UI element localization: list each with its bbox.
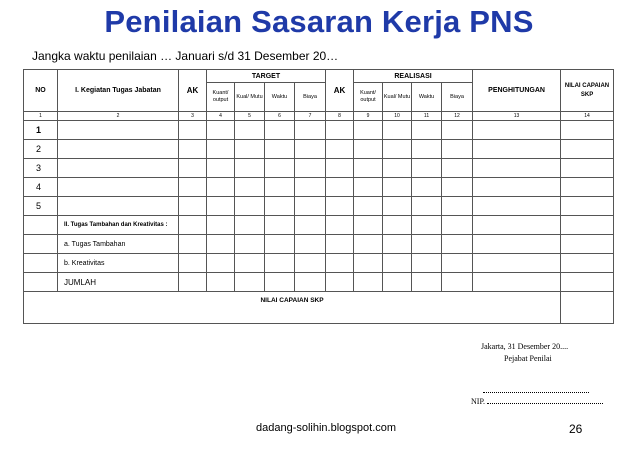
table-cell xyxy=(235,178,265,197)
header-target: TARGET xyxy=(207,70,326,83)
signature-role: Pejabat Penilai xyxy=(504,354,552,363)
table-cell xyxy=(473,197,561,216)
table-cell xyxy=(412,159,442,178)
row-number: 5 xyxy=(24,197,58,216)
table-cell xyxy=(561,140,614,159)
table-cell xyxy=(265,178,295,197)
table-cell xyxy=(383,140,412,159)
header-penghitungan: PENGHITUNGAN xyxy=(473,70,561,112)
table-cell xyxy=(412,121,442,140)
header-realisasi: REALISASI xyxy=(354,70,473,83)
header-ak: AK xyxy=(179,70,207,112)
table-cell xyxy=(265,159,295,178)
header-ak-realisasi: AK xyxy=(326,70,354,112)
header-nilai-capaian: NILAI CAPAIAN SKP xyxy=(561,70,614,112)
table-cell xyxy=(561,178,614,197)
table-cell xyxy=(442,159,473,178)
column-number: 9 xyxy=(354,112,383,121)
table-cell xyxy=(473,159,561,178)
signature-nip xyxy=(471,397,603,406)
header-realisasi-biaya: Biaya xyxy=(442,83,473,112)
table-cell xyxy=(473,178,561,197)
table-cell xyxy=(326,159,354,178)
table-cell xyxy=(412,140,442,159)
column-number: 3 xyxy=(179,112,207,121)
row-number: 4 xyxy=(24,178,58,197)
table-cell xyxy=(235,121,265,140)
table-cell xyxy=(179,140,207,159)
table-cell xyxy=(326,178,354,197)
table-cell xyxy=(58,178,179,197)
header-target-kuant: Kuant/ output xyxy=(207,83,235,112)
table-cell xyxy=(295,178,326,197)
data-rows xyxy=(24,121,614,216)
header-realisasi-kual: Kual/ Mutu xyxy=(383,83,412,112)
nilai-capaian-value xyxy=(561,292,614,324)
table-row xyxy=(24,178,614,197)
table-row xyxy=(24,121,614,140)
header-kegiatan: I. Kegiatan Tugas Jabatan xyxy=(58,70,179,112)
table-cell xyxy=(207,178,235,197)
table-cell xyxy=(383,121,412,140)
table-cell xyxy=(265,197,295,216)
table-cell xyxy=(383,178,412,197)
header-target-biaya: Biaya xyxy=(295,83,326,112)
table-cell xyxy=(179,197,207,216)
header-no: NO xyxy=(24,70,58,112)
row-number: 1 xyxy=(24,121,58,140)
header-target-kual: Kual/ Mutu xyxy=(235,83,265,112)
column-number: 1 xyxy=(24,112,58,121)
table-cell xyxy=(326,197,354,216)
table-cell xyxy=(354,140,383,159)
jumlah-label: JUMLAH xyxy=(58,273,179,292)
page-title: Penilaian Sasaran Kerja PNS xyxy=(104,4,534,39)
table-cell xyxy=(265,121,295,140)
table-cell xyxy=(295,197,326,216)
table-cell xyxy=(58,140,179,159)
table-cell xyxy=(207,159,235,178)
table-cell xyxy=(235,197,265,216)
table-cell xyxy=(354,197,383,216)
table-cell xyxy=(354,178,383,197)
table-cell xyxy=(295,121,326,140)
column-number: 8 xyxy=(326,112,354,121)
table-cell xyxy=(326,140,354,159)
column-number: 12 xyxy=(442,112,473,121)
kreativitas-label: b. Kreativitas xyxy=(58,254,179,273)
table-cell xyxy=(442,121,473,140)
column-number: 7 xyxy=(295,112,326,121)
nip-dotted-line xyxy=(487,397,603,404)
table-cell xyxy=(412,178,442,197)
page-number: 26 xyxy=(569,422,583,436)
column-number: 4 xyxy=(207,112,235,121)
table-cell xyxy=(473,121,561,140)
signature-line xyxy=(483,391,589,393)
table-row xyxy=(24,159,614,178)
column-number: 11 xyxy=(412,112,442,121)
assessment-period: Jangka waktu penilaian … Januari s/d 31 Desember 20… xyxy=(32,49,339,63)
table-row xyxy=(24,197,614,216)
footer-source: dadang-solihin.blogspot.com xyxy=(256,422,397,434)
table-cell xyxy=(295,140,326,159)
table-cell xyxy=(235,140,265,159)
table-cell xyxy=(561,121,614,140)
table-cell xyxy=(442,140,473,159)
table-cell xyxy=(442,178,473,197)
table-cell xyxy=(354,159,383,178)
table-cell xyxy=(473,140,561,159)
header-realisasi-kuant: Kuant/ output xyxy=(354,83,383,112)
column-number: 5 xyxy=(235,112,265,121)
table-cell xyxy=(235,159,265,178)
table-cell xyxy=(412,197,442,216)
nilai-capaian-footer: NILAI CAPAIAN SKP xyxy=(24,292,561,324)
section-2-label: II. Tugas Tambahan dan Kreativitas : xyxy=(58,216,179,235)
row-number: 3 xyxy=(24,159,58,178)
column-number-row xyxy=(24,112,614,121)
signature-date: Jakarta, 31 Desember 20.... xyxy=(481,342,569,351)
table-cell xyxy=(179,178,207,197)
column-number: 6 xyxy=(265,112,295,121)
table-cell xyxy=(354,121,383,140)
column-number: 2 xyxy=(58,112,179,121)
table-cell xyxy=(58,197,179,216)
column-number: 14 xyxy=(561,112,614,121)
row-number: 2 xyxy=(24,140,58,159)
table-cell xyxy=(58,121,179,140)
nip-label: NIP. xyxy=(471,397,486,406)
table-cell xyxy=(58,159,179,178)
table-cell xyxy=(179,159,207,178)
header-realisasi-waktu: Waktu xyxy=(412,83,442,112)
table-cell xyxy=(561,159,614,178)
table-cell xyxy=(326,121,354,140)
table-cell xyxy=(295,159,326,178)
table-cell xyxy=(207,197,235,216)
skp-table xyxy=(23,69,614,324)
column-number: 13 xyxy=(473,112,561,121)
table-cell xyxy=(207,140,235,159)
table-cell xyxy=(383,197,412,216)
table-cell xyxy=(207,121,235,140)
table-cell xyxy=(383,159,412,178)
table-row xyxy=(24,140,614,159)
column-number: 10 xyxy=(383,112,412,121)
table-cell xyxy=(265,140,295,159)
table-cell xyxy=(442,197,473,216)
header-target-waktu: Waktu xyxy=(265,83,295,112)
table-cell xyxy=(179,121,207,140)
table-cell xyxy=(561,197,614,216)
tugas-tambahan-label: a. Tugas Tambahan xyxy=(58,235,179,254)
